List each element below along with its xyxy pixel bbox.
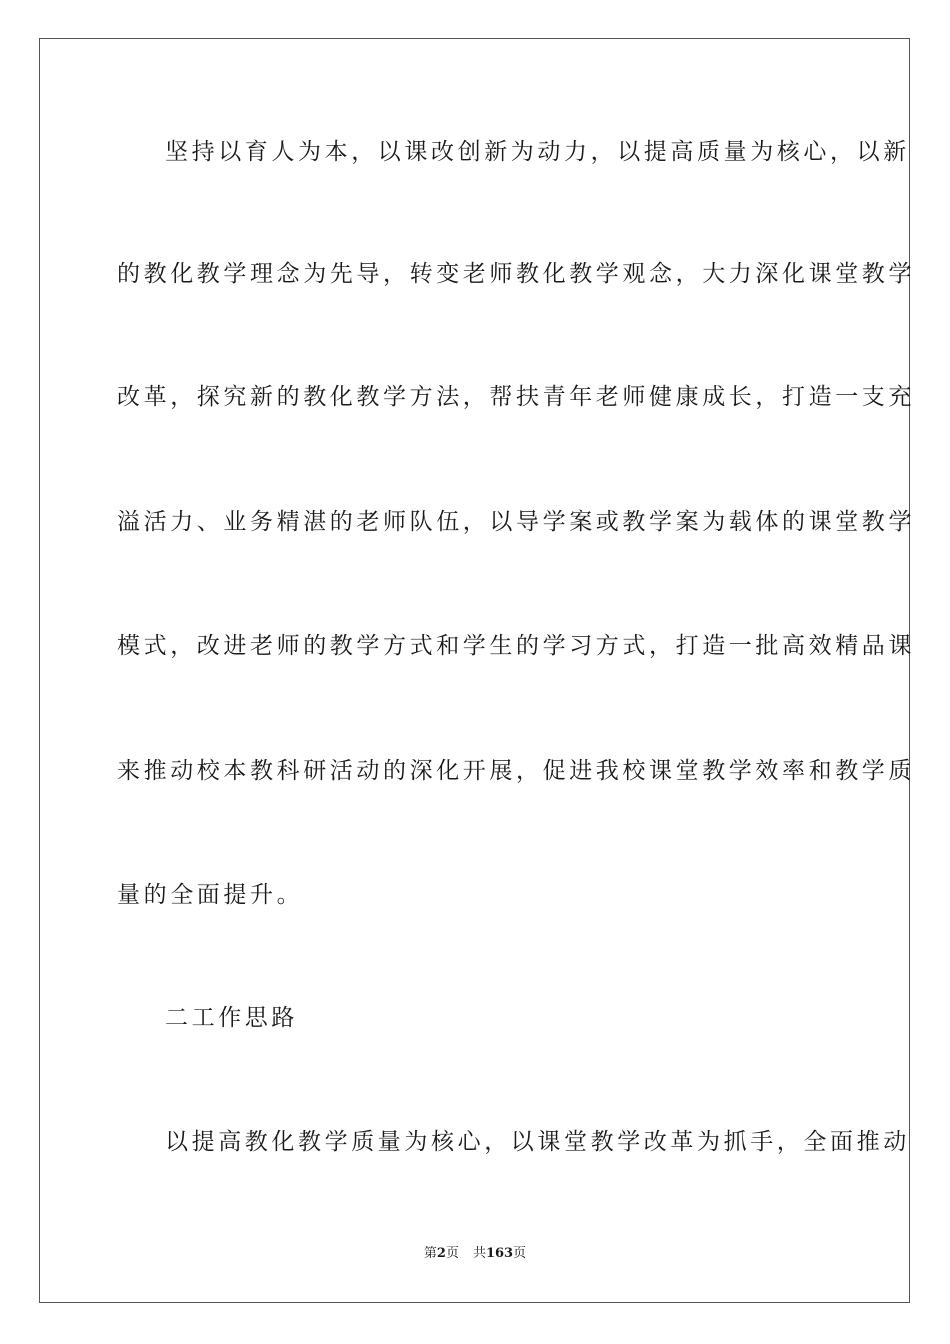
paragraph-1-line-3: 改革，探究新的教化教学方法，帮扶青年老师健康成长，打造一支充 — [117, 384, 915, 410]
page-footer — [0, 1245, 950, 1263]
footer-page-prefix: 第 — [423, 1246, 437, 1261]
paragraph-1-line-6: 来推动校本教科研活动的深化开展，促进我校课堂教学效率和教学质 — [117, 758, 915, 784]
footer-total-suffix: 页 — [513, 1246, 527, 1261]
paragraph-1-line-4: 溢活力、业务精湛的老师队伍，以导学案或教学案为载体的课堂教学 — [117, 509, 915, 535]
paragraph-1-line-2: 的教化教学理念为先导，转变老师教化教学观念，大力深化课堂教学 — [117, 261, 915, 287]
footer-page-number: 2 — [436, 1246, 446, 1261]
footer-total-pages: 163 — [485, 1246, 514, 1261]
paragraph-1-line-7: 量的全面提升。 — [117, 882, 304, 908]
section-heading: 二工作思路 — [165, 1005, 298, 1031]
paragraph-1-line-5: 模式，改进老师的教学方式和学生的学习方式，打造一批高效精品课 — [117, 633, 915, 659]
paragraph-2-line-1: 以提高教化教学质量为核心，以课堂教学改革为抓手，全面推动 — [165, 1129, 910, 1155]
footer-page-suffix: 页 — [445, 1246, 459, 1261]
paragraph-1-line-1: 坚持以育人为本，以课改创新为动力，以提高质量为核心，以新 — [165, 139, 910, 165]
footer-total-prefix: 共 — [472, 1246, 486, 1261]
page-frame — [39, 38, 915, 1303]
